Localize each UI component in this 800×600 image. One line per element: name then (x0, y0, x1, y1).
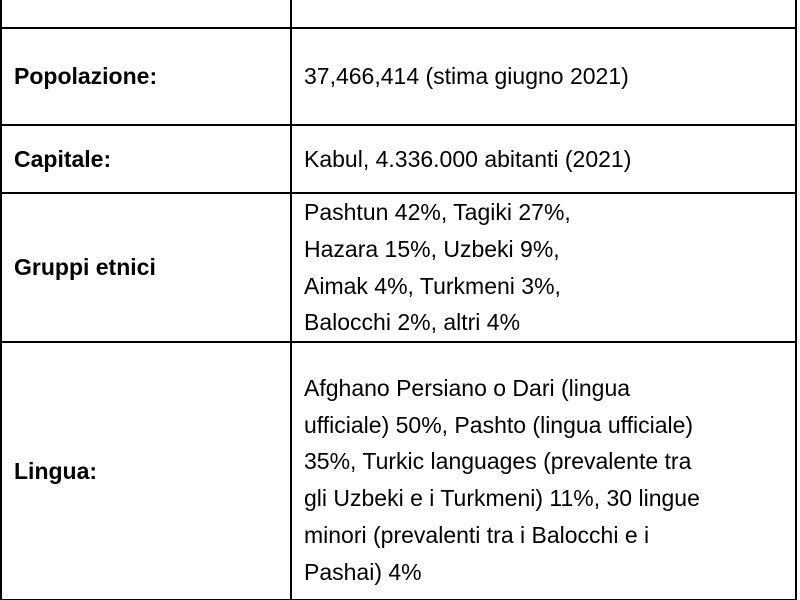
empty-value-cell (291, 0, 796, 28)
table-row-language (1, 342, 796, 600)
language-text-block (304, 352, 785, 591)
empty-label-cell (1, 0, 291, 28)
ethnic-groups-line: Pashtun 42%, Tagiki 27%, (304, 199, 571, 225)
population-value: 37,466,414 (stima giugno 2021) (291, 28, 796, 125)
ethnic-groups-label: Gruppi etnici (1, 193, 291, 342)
capital-value: Kabul, 4.336.000 abitanti (2021) (291, 125, 796, 193)
language-line: 35%, Turkic languages (prevalente tra (304, 448, 692, 475)
capital-label: Capitale: (1, 125, 291, 193)
table-row-capital (1, 125, 796, 193)
table-row-population (1, 28, 796, 125)
table-row (1, 0, 796, 28)
language-line: gli Uzbeki e i Turkmeni) 11%, 30 lingue (304, 485, 700, 512)
table-row-ethnic-groups (1, 193, 796, 342)
language-line: Pashai) 4% (304, 558, 422, 585)
ethnic-groups-line: Aimak 4%, Turkmeni 3%, (304, 272, 561, 299)
language-label: Lingua: (1, 342, 291, 600)
ethnic-groups-line: Hazara 15%, Uzbeki 9%, (304, 235, 560, 262)
language-line: minori (prevalenti tra i Balocchi e i (304, 521, 650, 548)
population-label: Popolazione: (1, 28, 291, 125)
ethnic-groups-value (291, 193, 796, 342)
ethnic-groups-line: Balocchi 2%, altri 4% (304, 309, 521, 336)
language-value (291, 342, 796, 600)
language-line: ufficiale) 50%, Pashto (lingua ufficiale) (304, 411, 694, 438)
language-line: Afghano Persiano o Dari (lingua (304, 374, 631, 401)
